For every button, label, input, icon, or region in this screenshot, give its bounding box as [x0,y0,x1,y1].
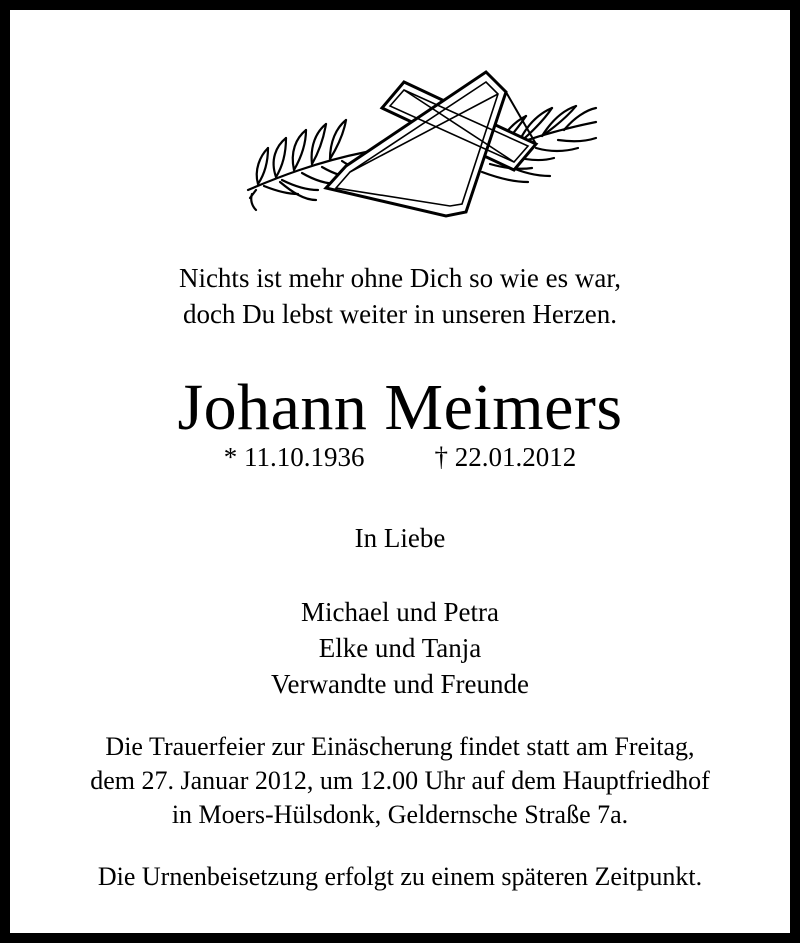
mourner-line-3: Verwandte und Freunde [271,669,529,699]
closing-phrase: In Liebe [354,523,446,553]
death-date: † 22.01.2012 [434,442,577,472]
cross-with-palm-icon [246,60,602,222]
verse-line-2: doch Du lebst weiter in unseren Herzen. [182,299,618,329]
verse-line-1: Nichts ist mehr ohne Dich so wie es war, [178,263,622,293]
service-line-1: Die Trauerfeier zur Einäscherung findet statt am Freitag, [105,732,695,761]
mourner-line-1: Michael und Petra [301,597,499,627]
deceased-name: Johann Meimers [177,371,623,444]
burial-note: Die Urnenbeisetzung erfolgt zu einem späteren Zeitpunkt. [97,862,703,891]
life-dates [10,440,790,474]
mourner-line-2: Elke und Tanja [318,633,482,663]
service-line-2: dem 27. Januar 2012, um 12.00 Uhr auf dem Hauptfriedhof [90,766,710,795]
service-line-3: in Moers-Hülsdonk, Geldernsche Straße 7a. [171,800,629,829]
cross [326,72,536,216]
birth-date: * 11.10.1936 [223,442,365,472]
